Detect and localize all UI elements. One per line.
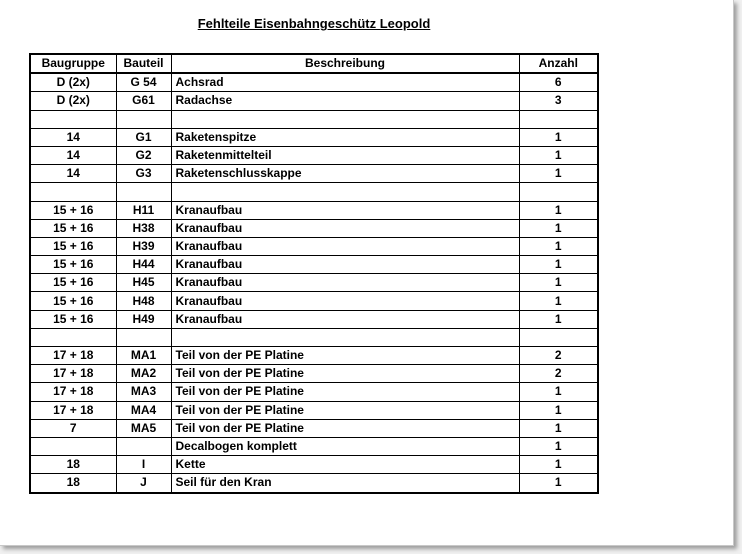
cell-baugruppe: 17 + 18 <box>30 401 116 419</box>
table-row <box>30 183 598 201</box>
cell-baugruppe: D (2x) <box>30 92 116 110</box>
cell-bauteil: H45 <box>116 274 171 292</box>
cell-bauteil: MA4 <box>116 401 171 419</box>
table-row <box>30 165 598 183</box>
cell-bauteil: MA5 <box>116 419 171 437</box>
cell-baugruppe: 15 + 16 <box>30 274 116 292</box>
cell-beschreibung: Teil von der PE Platine <box>171 347 519 365</box>
cell-bauteil: H48 <box>116 292 171 310</box>
cell-anzahl: 1 <box>519 419 598 437</box>
cell-anzahl: 6 <box>519 73 598 92</box>
cell-baugruppe <box>30 110 116 128</box>
cell-beschreibung: Teil von der PE Platine <box>171 401 519 419</box>
table-row <box>30 292 598 310</box>
cell-beschreibung: Radachse <box>171 92 519 110</box>
cell-anzahl: 1 <box>519 237 598 255</box>
cell-anzahl: 1 <box>519 128 598 146</box>
table-row <box>30 474 598 493</box>
document-title: Fehlteile Eisenbahngeschütz Leopold <box>197 16 431 31</box>
table-row <box>30 456 598 474</box>
table-row <box>30 219 598 237</box>
cell-baugruppe: 14 <box>30 128 116 146</box>
cell-beschreibung: Kranaufbau <box>171 256 519 274</box>
cell-baugruppe: 15 + 16 <box>30 256 116 274</box>
table-row <box>30 365 598 383</box>
cell-beschreibung: Teil von der PE Platine <box>171 383 519 401</box>
table-row <box>30 401 598 419</box>
table-row <box>30 328 598 346</box>
cell-beschreibung: Raketenschlusskappe <box>171 165 519 183</box>
cell-beschreibung: Decalbogen komplett <box>171 437 519 455</box>
cell-beschreibung: Kranaufbau <box>171 219 519 237</box>
table-row <box>30 274 598 292</box>
cell-baugruppe: 18 <box>30 474 116 493</box>
cell-anzahl: 1 <box>519 310 598 328</box>
cell-baugruppe: 15 + 16 <box>30 292 116 310</box>
cell-baugruppe <box>30 437 116 455</box>
cell-bauteil: H44 <box>116 256 171 274</box>
cell-baugruppe: 17 + 18 <box>30 365 116 383</box>
cell-beschreibung: Seil für den Kran <box>171 474 519 493</box>
missing-parts-table <box>29 53 599 494</box>
cell-anzahl: 1 <box>519 474 598 493</box>
cell-beschreibung: Raketenspitze <box>171 128 519 146</box>
table-row <box>30 146 598 164</box>
cell-beschreibung: Kranaufbau <box>171 201 519 219</box>
cell-beschreibung <box>171 328 519 346</box>
cell-baugruppe: 15 + 16 <box>30 237 116 255</box>
cell-anzahl: 2 <box>519 365 598 383</box>
table-row <box>30 419 598 437</box>
table-row <box>30 92 598 110</box>
cell-anzahl: 1 <box>519 401 598 419</box>
cell-baugruppe: 17 + 18 <box>30 347 116 365</box>
cell-baugruppe <box>30 328 116 346</box>
cell-bauteil: H39 <box>116 237 171 255</box>
table-row <box>30 237 598 255</box>
cell-bauteil: G3 <box>116 165 171 183</box>
header-bauteil: Bauteil <box>116 54 171 73</box>
cell-beschreibung: Kranaufbau <box>171 274 519 292</box>
table-row <box>30 73 598 92</box>
cell-beschreibung <box>171 183 519 201</box>
cell-bauteil <box>116 110 171 128</box>
cell-bauteil <box>116 437 171 455</box>
cell-beschreibung: Teil von der PE Platine <box>171 365 519 383</box>
cell-anzahl: 1 <box>519 456 598 474</box>
table-row <box>30 128 598 146</box>
cell-baugruppe: 15 + 16 <box>30 219 116 237</box>
cell-anzahl: 3 <box>519 92 598 110</box>
cell-anzahl: 1 <box>519 383 598 401</box>
cell-anzahl: 1 <box>519 256 598 274</box>
header-anzahl: Anzahl <box>519 54 598 73</box>
cell-anzahl: 1 <box>519 165 598 183</box>
cell-bauteil: J <box>116 474 171 493</box>
table-row <box>30 256 598 274</box>
cell-anzahl: 1 <box>519 146 598 164</box>
table-row <box>30 110 598 128</box>
cell-beschreibung: Raketenmittelteil <box>171 146 519 164</box>
cell-bauteil: I <box>116 456 171 474</box>
table-header-row <box>30 54 598 73</box>
cell-beschreibung: Kranaufbau <box>171 310 519 328</box>
cell-baugruppe: 18 <box>30 456 116 474</box>
cell-beschreibung: Kranaufbau <box>171 237 519 255</box>
cell-baugruppe: 7 <box>30 419 116 437</box>
cell-bauteil: G61 <box>116 92 171 110</box>
cell-anzahl: 1 <box>519 201 598 219</box>
table-row <box>30 201 598 219</box>
cell-anzahl: 1 <box>519 219 598 237</box>
table-row <box>30 383 598 401</box>
cell-baugruppe: 15 + 16 <box>30 201 116 219</box>
cell-beschreibung: Achsrad <box>171 73 519 92</box>
cell-bauteil: G2 <box>116 146 171 164</box>
cell-baugruppe: 17 + 18 <box>30 383 116 401</box>
cell-beschreibung: Kette <box>171 456 519 474</box>
cell-anzahl: 1 <box>519 437 598 455</box>
table-row <box>30 347 598 365</box>
cell-bauteil: MA3 <box>116 383 171 401</box>
cell-bauteil: H11 <box>116 201 171 219</box>
cell-baugruppe: 14 <box>30 146 116 164</box>
cell-baugruppe: 15 + 16 <box>30 310 116 328</box>
cell-baugruppe: D (2x) <box>30 73 116 92</box>
table-row <box>30 437 598 455</box>
cell-bauteil: H38 <box>116 219 171 237</box>
cell-anzahl <box>519 110 598 128</box>
cell-bauteil <box>116 183 171 201</box>
cell-anzahl: 1 <box>519 274 598 292</box>
cell-bauteil: MA2 <box>116 365 171 383</box>
cell-anzahl: 2 <box>519 347 598 365</box>
cell-beschreibung: Kranaufbau <box>171 292 519 310</box>
header-baugruppe: Baugruppe <box>30 54 116 73</box>
cell-bauteil: G1 <box>116 128 171 146</box>
cell-bauteil: MA1 <box>116 347 171 365</box>
cell-anzahl: 1 <box>519 292 598 310</box>
cell-baugruppe <box>30 183 116 201</box>
cell-anzahl <box>519 328 598 346</box>
header-beschreibung: Beschreibung <box>171 54 519 73</box>
cell-bauteil <box>116 328 171 346</box>
cell-baugruppe: 14 <box>30 165 116 183</box>
table-row <box>30 310 598 328</box>
cell-bauteil: H49 <box>116 310 171 328</box>
cell-beschreibung: Teil von der PE Platine <box>171 419 519 437</box>
cell-beschreibung <box>171 110 519 128</box>
cell-bauteil: G 54 <box>116 73 171 92</box>
cell-anzahl <box>519 183 598 201</box>
